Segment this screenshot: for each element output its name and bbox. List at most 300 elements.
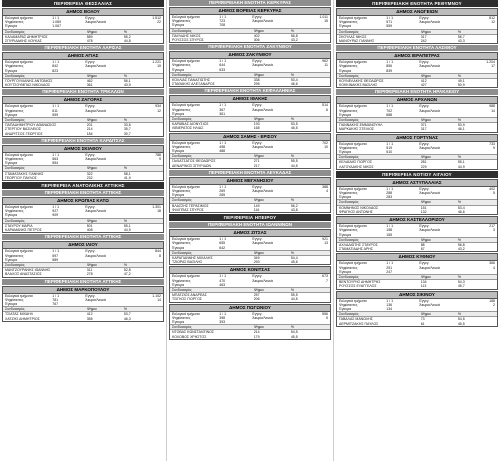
stats-cell: 1.301 xyxy=(152,205,161,210)
candidate-cell: ΓΙΑΝΝΑΚΗΣ ΕΜΜΑΝΟΥΗΛ xyxy=(339,123,383,128)
candidate-row xyxy=(337,322,497,326)
stats-cell: Ψηφίσαντες xyxy=(5,108,24,113)
stats-cell: Άκυρα/Λευκά xyxy=(85,64,106,69)
stats-cell: 251 xyxy=(386,265,393,270)
stats-cell: Άκυρα/Λευκά xyxy=(419,108,440,113)
stats-cell xyxy=(300,23,328,27)
stats-cell: 4 xyxy=(326,189,328,194)
stats-cell xyxy=(467,69,495,73)
stats-cell: 1 / 1 xyxy=(52,249,60,254)
stats-cell: 1 / 1 xyxy=(219,140,227,145)
column-header: Ψήφοι xyxy=(420,29,431,34)
column-header: % xyxy=(123,166,127,171)
column-header: % xyxy=(123,262,127,267)
municipality-title: ΔΗΜΟΣ ΣΚΙΑΘΟΥ xyxy=(3,146,163,153)
candidate-cell: 295 xyxy=(253,82,260,87)
candidate-cell: 44,8 xyxy=(123,39,131,44)
municipality-card xyxy=(336,253,498,289)
stats-cell: 5 xyxy=(493,191,495,196)
column-3 xyxy=(333,0,500,461)
stats-cell: Άκυρα/Λευκά xyxy=(419,20,440,25)
stats-cell: 839 xyxy=(386,68,393,73)
candidate-cell: 45,5 xyxy=(290,334,298,339)
stats-cell: 388 xyxy=(322,184,328,189)
stats-cell: 470 xyxy=(219,278,226,283)
stats-cell: Άκυρα/Λευκά xyxy=(419,145,440,150)
stats-cell: 1 / 1 xyxy=(52,293,60,298)
region-header: ΠΕΡΙΦΕΡΕΙΑ ΘΕΣΣΑΛΙΑΣ xyxy=(2,0,164,7)
stats-cell xyxy=(133,258,161,262)
candidate-cell: ΤΣΙΑΤΑΣ ΜΙΧΑΗΛ xyxy=(5,312,34,317)
subregion-header: ΠΕΡΙΦΕΡΕΙΑΚΗ ΕΝΟΤΗΤΑ ΑΤΤΙΚΗΣ xyxy=(2,279,164,285)
column-header: % xyxy=(123,118,127,123)
candidate-cell: ΣΤΑΘΑΚΗΣ ΑΛΕΞΑΝΔΡΟΣ xyxy=(172,82,215,87)
municipality-card xyxy=(169,133,331,169)
stats-cell xyxy=(252,149,299,153)
stats-cell: Εγγεγ. xyxy=(419,261,430,266)
column-header: % xyxy=(123,307,127,312)
candidate-cell: 168 xyxy=(253,126,260,131)
column-header: Ψήφοι xyxy=(253,287,264,292)
municipality-card xyxy=(336,96,498,132)
stats-cell: Εγγεγ. xyxy=(419,186,430,191)
column-header: Ψήφοι xyxy=(420,200,431,205)
stats-cell: Εγγεγ. xyxy=(252,184,263,189)
candidate-cell: 58,1 xyxy=(123,171,131,176)
candidate-cell: 67 xyxy=(420,247,425,252)
candidate-row xyxy=(337,247,497,251)
stats-cell: Έγκυρα xyxy=(5,301,18,306)
candidate-row xyxy=(170,297,330,301)
stats-cell: 856 xyxy=(386,64,393,69)
stats-cell: 1.011 xyxy=(319,15,328,19)
stats-cell: 1 / 1 xyxy=(219,184,227,189)
candidate-row xyxy=(170,164,330,168)
subregion-header: ΠΕΡΙΦΕΡΕΙΑΚΗ ΕΝΟΤΗΤΑ ΗΡΑΚΛΕΙΟΥ xyxy=(336,89,498,95)
stats-cell: Έγκυρα xyxy=(5,161,18,166)
stats-cell: 10 xyxy=(324,144,328,149)
candidate-row xyxy=(170,82,330,86)
stats-cell: 1 / 1 xyxy=(386,261,394,266)
stats-row xyxy=(337,24,497,28)
subregion-header: ΠΕΡΙΦΕΡΕΙΑΚΗ ΕΝΟΤΗΤΑ ΛΑΡΙΣΑΣ xyxy=(2,45,164,51)
column-header: % xyxy=(290,250,294,255)
stats-cell xyxy=(419,69,466,73)
candidate-cell: ΡΟΥΣΣΟΣ ΣΠΥΡΟΣ xyxy=(172,38,204,43)
column-header: % xyxy=(457,155,461,160)
column-header: Συνδυασμός xyxy=(5,262,25,267)
stats-cell: Άκυρα/Λευκά xyxy=(252,144,273,149)
stats-cell: 733 xyxy=(489,141,495,146)
stats-cell: Εκλογικά τμήματα xyxy=(172,184,200,189)
stats-cell: Εγγεγ. xyxy=(85,205,96,210)
candidate-row xyxy=(3,272,163,276)
column-header: Ψήφοι xyxy=(420,118,431,123)
column-header: Ψήφοι xyxy=(420,237,431,242)
stats-cell: Ψηφίσαντες xyxy=(172,189,191,194)
stats-cell: Ψηφίσαντες xyxy=(339,302,358,307)
stats-cell: Ψηφίσαντες xyxy=(5,157,24,162)
stats-cell xyxy=(133,213,161,217)
stats-cell: 927 xyxy=(52,209,59,214)
candidate-cell: 53,5 xyxy=(290,122,298,127)
stats-cell: Εγγεγ. xyxy=(419,16,430,20)
candidate-cell: 45,5 xyxy=(457,321,465,326)
column-header: Ψήφοι xyxy=(420,155,431,160)
stats-cell: 962 xyxy=(322,59,328,64)
column-header: Ψήφοι xyxy=(420,312,431,317)
column-header: Ψήφοι xyxy=(253,72,264,77)
stats-cell: 265 xyxy=(219,193,226,198)
stats-cell: Ψηφίσαντες xyxy=(172,241,191,246)
stats-cell: Έγκυρα xyxy=(339,306,352,311)
candidate-cell: 184 xyxy=(86,131,93,136)
candidate-cell: 61 xyxy=(420,321,425,326)
column-header: Συνδυασμός xyxy=(339,200,359,205)
stats-cell xyxy=(419,24,466,28)
stats-cell: 642 xyxy=(219,245,226,250)
stats-cell: 1 / 1 xyxy=(386,60,394,65)
candidate-row xyxy=(3,132,163,136)
stats-cell: Ψηφίσαντες xyxy=(172,19,191,24)
column-header: % xyxy=(123,218,127,223)
candidate-cell: 311 xyxy=(86,268,93,273)
stats-cell xyxy=(467,113,495,117)
candidate-cell: 113 xyxy=(420,284,427,289)
stats-cell: 1.089 xyxy=(52,20,62,25)
stats-cell: Έγκυρα xyxy=(5,112,18,117)
stats-cell xyxy=(252,68,299,72)
stats-cell: Έγκυρα xyxy=(5,68,18,73)
stats-cell: 988 xyxy=(489,104,495,109)
stats-row xyxy=(170,112,330,116)
stats-cell xyxy=(252,320,299,324)
stats-cell: Ψηφίσαντες xyxy=(339,265,358,270)
candidate-cell: ΣΤΑΥΡΟΥ ΜΑΡΙΑ xyxy=(5,223,33,228)
candidate-cell: 46,3 xyxy=(123,316,131,321)
stats-cell: 1 / 1 xyxy=(52,60,60,65)
column-header: Συνδυασμός xyxy=(172,325,192,330)
municipality-title: ΔΗΜΟΣ ΣΙΚΙΝΟΥ xyxy=(337,292,497,299)
stats-cell: Εκλογικά τμήματα xyxy=(339,60,367,65)
municipality-title: ΔΗΜΟΣ ΚΑΣΤΕΛΛΟΡΙΖΟΥ xyxy=(337,217,497,224)
candidate-cell: 53,4 xyxy=(457,205,465,210)
municipality-title: ΔΗΜΟΣ ΠΩΓΩΝΙΟΥ xyxy=(170,305,330,312)
stats-cell: 767 xyxy=(52,301,59,306)
stats-cell xyxy=(467,195,495,199)
stats-cell: Εκλογικά τμήματα xyxy=(5,293,33,298)
candidate-cell: 293 xyxy=(253,260,260,265)
candidate-row xyxy=(337,83,497,87)
candidate-cell: 53,4 xyxy=(290,78,298,83)
municipality-card xyxy=(169,177,331,213)
candidate-cell: 46,6 xyxy=(290,82,298,87)
municipality-card xyxy=(169,229,331,265)
candidate-cell: 43,2 xyxy=(457,247,465,252)
stats-cell: Άκυρα/Λευκά xyxy=(419,64,440,69)
candidate-cell: ΜΠΑΤΖΙΟΣ ΑΝΔΡΕΑΣ xyxy=(172,293,207,298)
stats-cell: 9 xyxy=(159,157,161,162)
column-header: Συνδυασμός xyxy=(5,73,25,78)
stats-row xyxy=(337,150,497,154)
candidate-cell: ΜΑΡΚΑΚΗΣ ΣΤΕΛΙΟΣ xyxy=(339,127,375,132)
candidate-cell: 54,5 xyxy=(290,330,298,335)
column-header: Συνδυασμός xyxy=(5,118,25,123)
candidate-cell: 43,3 xyxy=(457,39,465,44)
candidate-cell: 44,5 xyxy=(290,163,298,168)
stats-cell: Έγκυρα xyxy=(339,195,352,200)
candidate-cell: ΣΤΕΡΓΙΟΥ ΒΑΣΙΛΕΙΟΣ xyxy=(5,127,42,132)
stats-cell xyxy=(252,193,299,197)
subregion-header: ΠΕΡΙΦΕΡΕΙΑΚΗ ΕΝΟΤΗΤΑ ΙΩΑΝΝΙΝΩΝ xyxy=(169,222,331,228)
stats-cell: 361 xyxy=(219,111,226,116)
municipality-card xyxy=(2,286,164,322)
stats-cell: Έγκυρα xyxy=(339,68,352,73)
candidate-cell: ΚΟΥΤΣΟΥΜΠΑΣ ΝΙΚΟΛΑΟΣ xyxy=(5,83,51,88)
candidate-cell: ΚΟΛΛΙΑΣ ΠΑΝΑΓΙΩΤΗΣ xyxy=(172,78,211,83)
stats-cell: Εγγεγ. xyxy=(252,15,263,19)
stats-cell: 1 / 1 xyxy=(219,274,227,279)
stats-cell: 13 xyxy=(324,241,328,246)
stats-cell: 812 xyxy=(489,16,495,20)
stats-cell: Εκλογικά τμήματα xyxy=(339,104,367,109)
candidate-cell: 46,5 xyxy=(290,126,298,131)
candidate-cell: 589 xyxy=(86,34,93,39)
stats-cell: Εγγεγ. xyxy=(252,274,263,279)
stats-cell: Εκλογικά τμήματα xyxy=(339,224,367,229)
column-header: % xyxy=(457,312,461,317)
stats-cell: Εγγεγ. xyxy=(419,60,430,65)
stats-cell xyxy=(252,23,299,27)
stats-cell: 1 / 1 xyxy=(219,103,227,108)
stats-row xyxy=(3,161,163,165)
stats-cell: 1.067 xyxy=(52,24,62,29)
candidate-row xyxy=(337,284,497,288)
candidate-cell: 132 xyxy=(420,209,427,214)
stats-cell xyxy=(467,307,495,311)
municipality-title: ΔΗΜΟΣ ΑΝΩΓΕΙΩΝ xyxy=(337,9,497,16)
stats-cell: Εκλογικά τμήματα xyxy=(339,298,367,303)
stats-cell xyxy=(419,195,466,199)
candidate-cell: 45,7 xyxy=(457,284,465,289)
candidate-cell: 214 xyxy=(253,330,260,335)
stats-row xyxy=(170,246,330,250)
stats-cell: 5 xyxy=(326,315,328,320)
candidate-cell: ΔΕΝΔΡΙΝΟΣ ΣΠΥΡΙΔΩΝ xyxy=(172,163,212,168)
stats-cell: 781 xyxy=(52,297,59,302)
candidate-cell: 501 xyxy=(86,223,93,228)
stats-cell: Έγκυρα xyxy=(172,282,185,287)
stats-cell: Εγγεγ. xyxy=(419,298,430,303)
stats-cell: Άκυρα/Λευκά xyxy=(252,107,273,112)
stats-cell: 723 xyxy=(219,19,226,24)
municipality-card xyxy=(169,304,331,340)
column-1 xyxy=(0,0,166,461)
candidate-cell: ΚΟΚΚΙΝΑΚΗΣ ΒΑΣΙΛΗΣ xyxy=(339,83,378,88)
candidate-cell: ΚΑΛΑΜΑΡΑΣ ΔΗΜΗΤΡΙΟΣ xyxy=(5,34,48,39)
stats-cell: 402 xyxy=(489,186,495,191)
stats-cell: Εγγεγ. xyxy=(252,311,263,316)
stats-cell: 463 xyxy=(219,282,226,287)
municipality-title: ΔΗΜΟΣ ΜΑΡΚΟΠΟΥΛΟΥ xyxy=(3,287,163,294)
candidate-cell: 41,9 xyxy=(123,175,131,180)
stats-cell: 1.512 xyxy=(152,16,161,20)
candidate-cell: 43,9 xyxy=(123,83,131,88)
stats-cell: Άκυρα/Λευκά xyxy=(252,315,273,320)
stats-cell: 1 / 1 xyxy=(219,311,227,316)
candidate-cell: 306 xyxy=(253,38,260,43)
stats-cell: 633 xyxy=(219,67,226,72)
candidate-cell: 55,1 xyxy=(123,223,131,228)
candidate-cell: 317 xyxy=(420,34,427,39)
candidate-cell: 55,5 xyxy=(290,293,298,298)
stats-cell: Ψηφίσαντες xyxy=(339,20,358,25)
candidate-cell: 271 xyxy=(253,159,260,164)
column-header: % xyxy=(123,29,127,34)
stats-row xyxy=(337,270,497,274)
column-header: % xyxy=(457,200,461,205)
candidate-cell: 462 xyxy=(86,79,93,84)
stats-cell: Εγγεγ. xyxy=(419,224,430,229)
stats-cell xyxy=(419,113,466,117)
municipality-card xyxy=(169,7,331,43)
candidate-cell: ΣΤΑΜΑΤΙΑΔΗΣ ΑΡΗΣ xyxy=(339,247,373,252)
stats-cell: 708 xyxy=(219,23,226,28)
stats-cell: Εγγεγ. xyxy=(85,104,96,109)
column-header: Συνδυασμός xyxy=(5,218,25,223)
column-header: Συνδυασμός xyxy=(339,312,359,317)
stats-cell: Έγκυρα xyxy=(5,24,18,29)
stats-cell: 22 xyxy=(157,20,161,25)
stats-cell: 8 xyxy=(159,253,161,258)
stats-cell: 1 / 1 xyxy=(386,224,394,229)
stats-cell: Έγκυρα xyxy=(339,112,352,117)
candidate-cell: 46,6 xyxy=(457,209,465,214)
stats-row xyxy=(170,193,330,197)
stats-cell: 283 xyxy=(386,195,393,200)
candidate-row xyxy=(337,165,497,169)
stats-cell xyxy=(85,258,132,262)
column-2 xyxy=(166,0,333,461)
stats-cell: 17 xyxy=(491,64,495,69)
stats-cell: Εκλογικά τμήματα xyxy=(5,205,33,210)
stats-row xyxy=(3,69,163,73)
stats-cell xyxy=(252,283,299,287)
stats-cell: Έγκυρα xyxy=(172,245,185,250)
stats-row xyxy=(337,233,497,237)
candidate-cell: 317 xyxy=(420,127,427,132)
stats-cell: Έγκυρα xyxy=(172,149,185,154)
candidate-row xyxy=(170,208,330,212)
stats-row xyxy=(170,149,330,153)
stats-cell: 921 xyxy=(322,237,328,242)
candidate-cell: ΤΖΙΩΡΑΣ ΒΑΣΙΛΗΣ xyxy=(172,260,203,265)
stats-cell: Έγκυρα xyxy=(172,111,185,116)
candidate-cell: 206 xyxy=(253,297,260,302)
stats-cell: Άκυρα/Λευκά xyxy=(85,108,106,113)
municipality-title: ΔΗΜΟΣ ΙΕΡΑΠΕΤΡΑΣ xyxy=(337,53,497,60)
stats-cell: Ψηφίσαντες xyxy=(5,64,24,69)
municipality-title: ΔΗΜΟΣ ΣΑΜΗΣ - ΕΡΙΣΟΥ xyxy=(170,134,330,141)
subregion-header: ΠΕΡΙΦΕΡΕΙΑΚΗ ΕΝΟΤΗΤΑ ΛΕΥΚΑΔΑΣ xyxy=(169,170,331,176)
stats-cell: 644 xyxy=(219,63,226,68)
candidate-cell: 151 xyxy=(420,205,427,210)
candidate-cell: 54,3 xyxy=(457,280,465,285)
stats-cell xyxy=(300,193,328,197)
stats-row xyxy=(3,302,163,306)
candidate-cell: 53,9 xyxy=(457,123,465,128)
candidate-cell: ΦΡΑΓΚΟΣ ΑΝΤΩΝΗΣ xyxy=(339,209,373,214)
stats-cell: Εγγεγ. xyxy=(85,16,96,20)
stats-cell: 844 xyxy=(155,249,161,254)
stats-row xyxy=(170,283,330,287)
candidate-cell: 53,7 xyxy=(123,312,131,317)
subregion-header: ΠΕΡΙΦΕΡΕΙΑΚΗ ΕΝΟΤΗΤΑ ΚΕΦΑΛΛΗΝΙΑΣ xyxy=(169,88,331,94)
column-header: % xyxy=(457,73,461,78)
stats-cell: Εκλογικά τμήματα xyxy=(5,16,33,20)
stats-cell: Εκλογικά τμήματα xyxy=(5,104,33,109)
stats-cell: 15 xyxy=(324,19,328,24)
stats-cell: Εγγεγ. xyxy=(85,60,96,65)
column-header: Ψήφοι xyxy=(86,73,97,78)
candidate-cell: 54,5 xyxy=(457,317,465,322)
candidate-cell: 56,1 xyxy=(123,79,131,84)
stats-cell: Ψηφίσαντες xyxy=(5,253,24,258)
stats-cell: Ψηφίσαντες xyxy=(172,63,191,68)
municipality-card xyxy=(2,96,164,136)
candidate-cell: 179 xyxy=(253,334,260,339)
candidate-cell: ΚΑΡΑΒΙΑΣ ΔΙΟΝΥΣΙΟΣ xyxy=(172,122,209,127)
candidate-cell: ΚΕΛΑΪΔΗΣ ΓΙΩΡΓΟΣ xyxy=(339,160,372,165)
municipality-card xyxy=(2,8,164,44)
stats-cell xyxy=(300,68,328,72)
candidate-cell: ΑΧΛΑΔΙΩΤΗΣ ΣΤΑΥΡΟΣ xyxy=(339,242,378,247)
candidate-cell: 338 xyxy=(253,78,260,83)
stats-cell: Ψηφίσαντες xyxy=(172,278,191,283)
stats-row xyxy=(337,113,497,117)
stats-cell xyxy=(252,112,299,116)
municipality-title: ΔΗΜΟΣ ΙΘΑΚΗΣ xyxy=(170,96,330,103)
stats-cell: Άκυρα/Λευκά xyxy=(85,297,106,302)
stats-cell: Εκλογικά τμήματα xyxy=(172,103,200,108)
column-header: Ψήφοι xyxy=(253,28,264,33)
column-header: % xyxy=(457,118,461,123)
candidate-cell: 54,4 xyxy=(290,255,298,260)
stats-cell: 269 xyxy=(219,189,226,194)
stats-cell: 556 xyxy=(322,311,328,316)
candidate-cell: 412 xyxy=(86,312,93,317)
stats-cell: Άκυρα/Λευκά xyxy=(419,265,440,270)
stats-cell: 934 xyxy=(155,104,161,109)
candidate-cell: 56,8 xyxy=(457,242,465,247)
candidate-cell: 50,9 xyxy=(457,83,465,88)
stats-cell: 514 xyxy=(322,103,328,108)
stats-cell: 19 xyxy=(157,64,161,69)
municipality-title: ΔΗΜΟΣ ΚΥΘΝΟΥ xyxy=(337,254,497,261)
stats-cell: Ψηφίσαντες xyxy=(339,191,358,196)
candidate-row xyxy=(3,228,163,232)
stats-cell: Εγγεγ. xyxy=(85,249,96,254)
stats-cell: 18 xyxy=(157,209,161,214)
candidate-row xyxy=(337,39,497,43)
candidate-cell: 35,7 xyxy=(123,127,131,132)
stats-cell: Έγκυρα xyxy=(172,67,185,72)
candidate-cell: ΠΑΠΑΔΗΜΗΤΡΙΟΥ ΑΘΑΝΑΣΙΟΣ xyxy=(5,123,57,128)
candidate-cell: 281 xyxy=(420,160,427,165)
stats-cell: Ψηφίσαντες xyxy=(172,107,191,112)
stats-cell: 1.102 xyxy=(152,293,161,298)
stats-cell: Έγκυρα xyxy=(339,150,352,155)
